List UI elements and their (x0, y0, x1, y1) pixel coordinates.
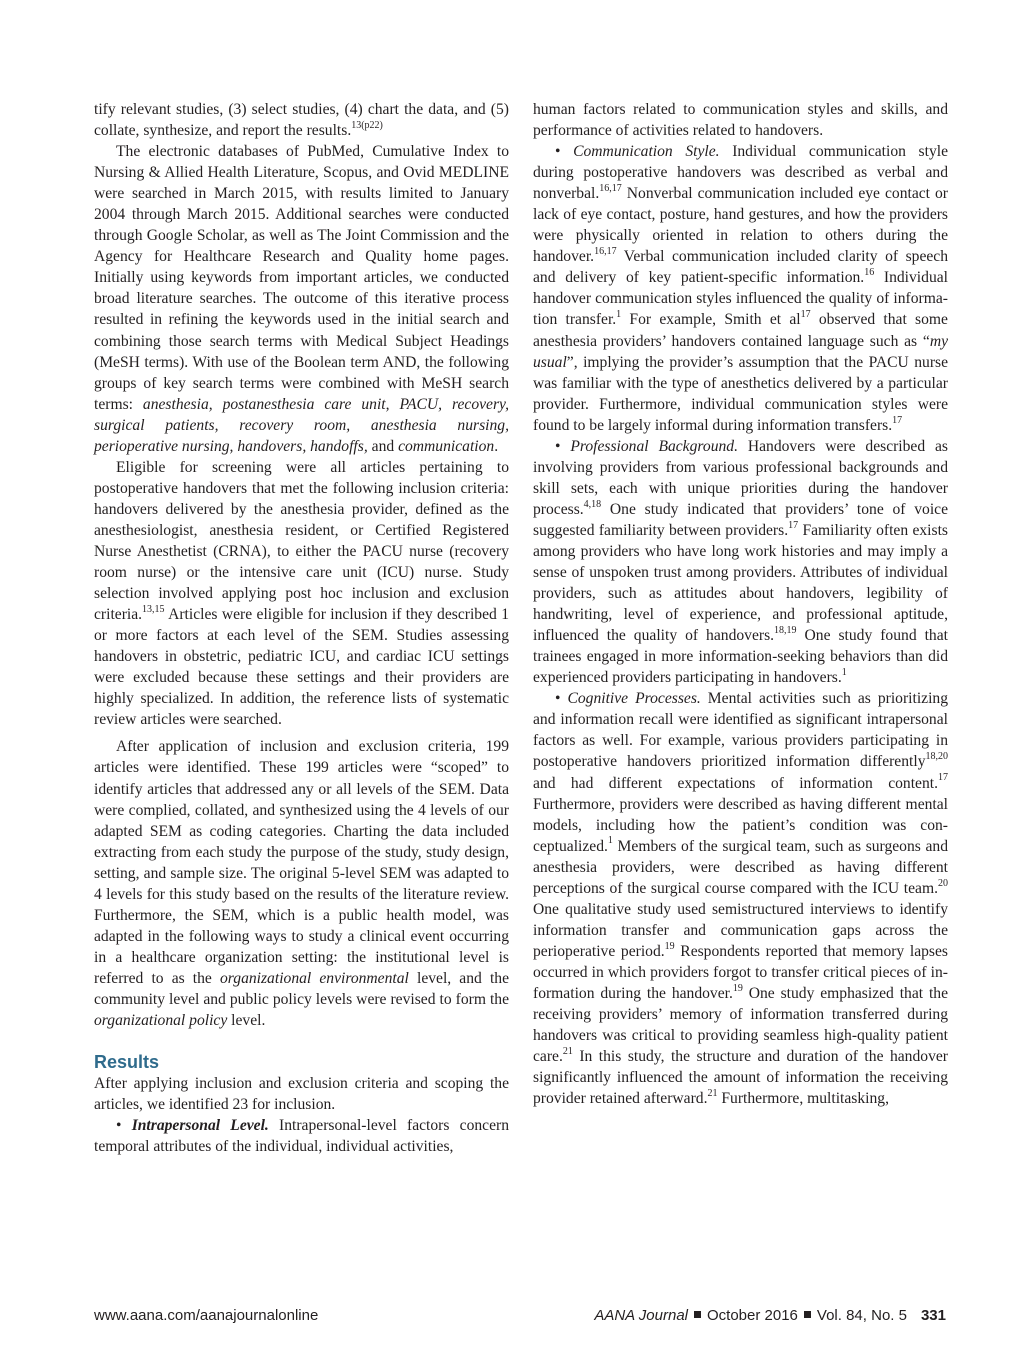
subheading-intrapersonal-level: Intrapersonal Level. (131, 1117, 269, 1135)
text: For example, Smith et al (621, 311, 801, 329)
square-separator-icon (694, 1311, 701, 1318)
bullet: • (116, 1117, 132, 1135)
text: One study emphasized that the receiving providers’ memory of information transferred during handovers was critical to providing seamless high-quality patient care. (533, 984, 948, 1066)
text: Furthermore, multitasking, (717, 1090, 889, 1108)
citation: 17 (892, 414, 903, 426)
term-organizational-environmental: organizational environmental (219, 969, 409, 987)
citation: 21 (562, 1045, 573, 1057)
citation: 20 (938, 877, 948, 889)
text: and (367, 437, 399, 455)
text: Nonverbal communication included eye contact or lack of eye contact, posture, hand gestures, and how the providers were physically oriented in relation to others during the handover. (533, 185, 948, 266)
text: One study indicated that providers’ tone of voice suggested familiarity between providers. (533, 500, 948, 539)
text: One qualitative study used semistructured interviews to identify information transfer and communication gaps across the perioperative period. (533, 900, 948, 960)
citation: 17 (788, 519, 799, 531)
text: ”, implying the provider’s assumption that the PACU nurse was familiar with the type of anesthetics delivered by a particular provider. Furthermore, individual communication styles were found to be largely informal during information transfers. (533, 353, 948, 434)
text: Mental activities such as prioritizing and information recall were identified as significant intrapersonal factors as well. For example, various providers participating in postoperative handovers prioritized information differently (533, 690, 949, 771)
citation: 19 (664, 940, 675, 952)
citation: 18,20 (925, 751, 948, 763)
paragraph-professional-background (533, 436, 948, 689)
text: Articles were eligible for inclusion if they described 1 or more factors at each level of the SEM. Studies assessing handovers in obstetric, pediatric ICU, and cardiac ICU settings were excluded because these settings and their providers are highly specialized. In addition, the reference lists of systematic review articles were searched. (94, 606, 509, 729)
text: Intrapersonal-level factors concern temporal attributes of the individual, individual activities, (94, 1117, 510, 1156)
citation: 1 (841, 667, 847, 679)
text: Respondents reported that memory lapses occurred in which providers forgot to transfer critical pieces of information during the handover. (533, 942, 948, 1002)
footer-url[interactable]: www.aana.com/aanajournalonline (94, 1307, 319, 1324)
text: Members of the surgical team, such as surgeons and anesthesia providers, were described as having different perceptions of the surgical course compared with the ICU team. (533, 837, 948, 897)
citation: 13(p22) (351, 119, 383, 131)
footer-journal-info (594, 1306, 946, 1326)
paragraph-intrapersonal-level (94, 1115, 509, 1157)
text: tify relevant studies, (3) select studies, (4) chart the data, and (5) collate, synthesize, and report the results. (94, 101, 509, 140)
citation: 17 (800, 309, 811, 321)
citation: 13,15 (142, 603, 165, 615)
text: Verbal communication included clarity of speech and delivery of key patient-specific information. (533, 248, 948, 287)
footer-volume: Vol. 84, No. 5 (816, 1307, 907, 1324)
bullet: • (555, 437, 571, 455)
text: level. (227, 1012, 266, 1030)
paragraph-eligibility (94, 457, 509, 731)
quoted-phrase: my usual (533, 332, 948, 371)
term-organizational-policy: organizational policy (94, 1012, 228, 1030)
page-number: 331 (920, 1307, 946, 1324)
right-column (533, 99, 948, 1109)
citation: 16 (864, 267, 875, 279)
text: Handovers were described as involving providers from various professional backgrounds and skill sets, each with unique priorities during the handover process. (533, 437, 948, 518)
paragraph-communication-style (533, 141, 948, 436)
search-terms: anesthesia, postanesthesia care unit, PACU, recovery, surgical patients, recovery room, anesthesia nursing, perioperative nursing, handovers, handoffs, (94, 395, 509, 455)
citation: 16,17 (594, 246, 617, 258)
search-term-communication: communication (398, 437, 495, 455)
text: . (494, 437, 499, 455)
citation: 4,18 (583, 498, 602, 510)
citation: 16,17 (599, 183, 622, 194)
citation: 18,19 (774, 624, 797, 636)
paragraph-results-intro: After applying inclusion and exclusion criteria and scoping the articles, we identified 23 for inclusion. (94, 1075, 509, 1114)
text: level, and the community level and public policy levels were revised to form the (94, 969, 509, 1008)
results-heading: Results (94, 1052, 160, 1073)
left-column (94, 99, 509, 1157)
paragraph-scoping (94, 736, 509, 1031)
citation: 17 (938, 772, 948, 784)
paragraph-database-search (94, 141, 509, 457)
paragraph-cognitive-processes (533, 688, 948, 1109)
text: The electronic databases of PubMed, Cumulative Index to Nursing & Allied Health Literature, Scopus, and Ovid MEDLINE were searched in March 2015, with results limited to January 2004 through March 2015. Additional searches were conducted through Google Scholar, as well as The Joint Commission and the Agency for Healthcare Research and Quality home pages. Initially using keywords from important articles, we conducted broad literature searches. The outcome of this iterative process resulted in refining the keywords used in the initial search and combining those search terms with Medical Subject Headings (MeSH terms). With use of the Boolean term AND, the following groups of key search terms were combined with MeSH search terms: (94, 143, 509, 413)
text: and had different expectations of information content. (533, 774, 938, 792)
text: Familiarity often exists among providers who have long work histories and may imply a sense of unspoken trust among providers. Attributes of individual providers, such as attitudes about handovers, legibility of handwriting, level of experience, and professional aptitude, influenced the quality of handovers. (533, 521, 948, 645)
footer-journal-name: AANA Journal (594, 1307, 688, 1324)
text: observed that some anesthesia providers’ handovers contained language such as “ (533, 311, 948, 350)
citation: 1 (607, 835, 613, 847)
text: After application of inclusion and exclusion criteria, 199 articles were identified. These 199 articles were “scoped” to identify articles that addressed any or all levels of the SEM. Data were complied, collated, and synthesized using the 4 levels of our adapted SEM as coding categories. Charting the data included extracting from each study the purpose of the study, study design, setting, and sample size. The original 5-level SEM was adapted to 4 levels for this study based on the results of the literature review. Furthermore, the SEM, which is a public health model, was adapted in the following ways to study a clinical event occurring in a healthcare organization setting: the institutional level is referred to as the (94, 738, 509, 987)
text: One study found that trainees engaged in more information-seeking behaviors than did experienced providers participating in handovers. (533, 627, 948, 687)
text: In this study, the structure and duration of the handover significantly influenced the amount of information the receiving provider retained afterward. (533, 1048, 948, 1108)
subheading-professional-background: Professional Background. (570, 437, 738, 455)
bullet: • (555, 690, 568, 708)
citation: 19 (732, 982, 743, 994)
citation: 21 (707, 1088, 718, 1100)
text: Furthermore, providers were described as having different mental models, including how the patient’s condition was conceptualized. (533, 795, 948, 855)
bullet: • (555, 143, 574, 161)
citation: 1 (616, 309, 622, 321)
subheading-communication-style: Communication Style. (573, 143, 720, 161)
footer-date: October 2016 (707, 1307, 798, 1324)
text: Individual communication style during postoperative handovers was described as verbal and nonverbal. (533, 143, 949, 203)
subheading-cognitive-processes: Cognitive Processes. (567, 690, 701, 708)
square-separator-icon (804, 1311, 811, 1318)
text: Individual handover communication styles influenced the quality of information transfer. (533, 269, 948, 329)
text: Eligible for screening were all articles pertaining to postoperative handovers that met the following inclusion criteria: handovers delivered by the anesthesia provider, defined as the anesthesiologist, anesthesia resident, or Certified Registered Nurse Anesthetist (CRNA), to either the PACU nurse (recovery room nurse) or the intensive care unit (ICU) nurse. Study selection involved applying post hoc inclusion and exclusion criteria. (94, 458, 509, 624)
paragraph-methods-steps (94, 99, 509, 141)
paragraph-continued: human factors related to communication styles and skills, and performance of activities related to handovers. (533, 101, 948, 140)
